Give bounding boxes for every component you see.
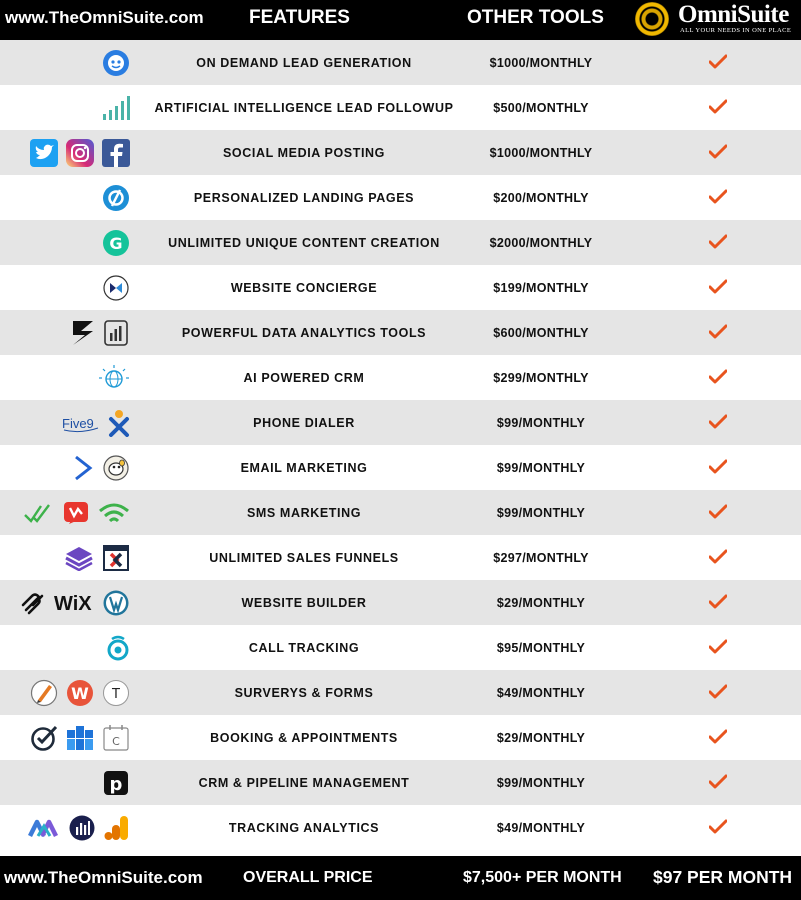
table-row xyxy=(0,85,801,130)
feature-name: SMS MARKETING xyxy=(246,505,362,520)
footer-bar xyxy=(0,856,801,900)
checkmark-icon xyxy=(709,279,727,295)
other-tools-price: $600/MONTHLY xyxy=(493,325,589,340)
other-tools-price: $299/MONTHLY xyxy=(493,370,589,385)
squarespace-icon xyxy=(20,591,46,615)
svg-text:p: p xyxy=(109,773,123,795)
feature-name: UNLIMITED UNIQUE CONTENT CREATION xyxy=(168,235,440,250)
omnisuite-logo-icon xyxy=(635,2,669,36)
comparison-table xyxy=(0,40,801,850)
tool-icons xyxy=(30,130,130,175)
table-row xyxy=(0,580,801,625)
checkmark-icon xyxy=(709,234,727,250)
svg-text:T: T xyxy=(112,686,120,702)
feature-name: PHONE DIALER xyxy=(253,415,355,430)
feature-name: AI POWERED CRM xyxy=(243,370,365,385)
wix-icon xyxy=(54,591,94,615)
header-site-url[interactable]: www.TheOmniSuite.com xyxy=(5,8,204,27)
feature-name: TRACKING ANALYTICS xyxy=(228,820,380,835)
table-row xyxy=(0,220,801,265)
svg-text:WiX: WiX xyxy=(54,592,92,615)
checkmark-icon xyxy=(709,99,727,115)
other-tools-price: $29/MONTHLY xyxy=(496,595,586,610)
feature-name: UNLIMITED SALES FUNNELS xyxy=(209,550,399,565)
instagram-icon xyxy=(66,139,94,167)
table-row xyxy=(0,535,801,580)
table-row xyxy=(0,490,801,535)
tool-icons xyxy=(30,670,130,715)
other-tools-price: $99/MONTHLY xyxy=(496,460,586,475)
table-row xyxy=(0,805,801,850)
feature-name: POWERFUL DATA ANALYTICS TOOLS xyxy=(181,325,427,340)
table-row xyxy=(0,625,801,670)
layers-icon xyxy=(64,545,94,571)
booking-check-icon xyxy=(30,724,58,752)
tool-icons xyxy=(24,490,130,535)
other-tools-price: $297/MONTHLY xyxy=(493,550,589,565)
header-bar xyxy=(0,0,801,40)
other-tools-price: $99/MONTHLY xyxy=(496,415,586,430)
other-tools-column-header: OTHER TOOLS xyxy=(467,7,604,28)
feature-name: SOCIAL MEDIA POSTING xyxy=(222,145,385,160)
other-tools-price: $95/MONTHLY xyxy=(496,640,586,655)
other-tools-price: $99/MONTHLY xyxy=(496,505,586,520)
checkmark-icon xyxy=(709,369,727,385)
footer-site-url[interactable]: www.TheOmniSuite.com xyxy=(4,868,203,887)
table-row xyxy=(0,40,801,85)
other-tools-price: $1000/MONTHLY xyxy=(489,145,593,160)
double-check-icon xyxy=(24,501,54,525)
checkmark-icon xyxy=(709,774,727,790)
table-row xyxy=(0,130,801,175)
five9-icon xyxy=(62,413,100,433)
table-row xyxy=(0,265,801,310)
table-row xyxy=(0,715,801,760)
twitter-icon xyxy=(30,139,58,167)
other-tools-price: $49/MONTHLY xyxy=(496,685,586,700)
checkmark-icon xyxy=(709,639,727,655)
other-tools-price: $200/MONTHLY xyxy=(493,190,589,205)
checkmark-icon xyxy=(709,549,727,565)
table-row xyxy=(0,355,801,400)
tool-icons xyxy=(30,715,130,760)
send-arrow-icon xyxy=(74,455,94,481)
omnisuite-total: $97 PER MONTH xyxy=(653,867,793,887)
checkmark-icon xyxy=(709,324,727,340)
svg-text:C: C xyxy=(112,734,120,748)
other-tools-price: $199/MONTHLY xyxy=(493,280,589,295)
feature-name: ON DEMAND LEAD GENERATION xyxy=(196,55,412,70)
analytics-circle-icon xyxy=(68,814,96,842)
other-tools-price: $29/MONTHLY xyxy=(496,730,586,745)
feature-name: CRM & PIPELINE MANAGEMENT xyxy=(198,775,410,790)
mixpanel-icon xyxy=(28,816,60,840)
checkmark-icon xyxy=(709,144,727,160)
feature-name: PERSONALIZED LANDING PAGES xyxy=(193,190,415,205)
table-row xyxy=(0,310,801,355)
feature-name: ARTIFICIAL INTELLIGENCE LEAD FOLLOWUP xyxy=(154,100,454,115)
checkmark-icon xyxy=(709,459,727,475)
svg-text:Five9: Five9 xyxy=(62,415,94,431)
checkmark-icon xyxy=(709,819,727,835)
checkmark-icon xyxy=(709,729,727,745)
table-row xyxy=(0,670,801,715)
other-tools-total: $7,500+ PER MONTH xyxy=(463,869,622,886)
feature-name: WEBSITE BUILDER xyxy=(241,595,367,610)
checkmark-icon xyxy=(709,594,727,610)
feature-name: SURVERYS & FORMS xyxy=(234,685,374,700)
survey-pen-icon xyxy=(30,679,58,707)
table-row xyxy=(0,400,801,445)
feature-name: CALL TRACKING xyxy=(248,640,360,655)
other-tools-price: $1000/MONTHLY xyxy=(489,55,593,70)
tool-icons xyxy=(28,805,130,850)
analytics-bolt-icon xyxy=(72,319,94,347)
checkmark-icon xyxy=(709,504,727,520)
checkmark-icon xyxy=(709,54,727,70)
checkmark-icon xyxy=(709,189,727,205)
features-column-header: FEATURES xyxy=(249,7,350,28)
overall-price-label: OVERALL PRICE xyxy=(243,869,373,886)
other-tools-price: $49/MONTHLY xyxy=(496,820,586,835)
table-row xyxy=(0,445,801,490)
feature-name: WEBSITE CONCIERGE xyxy=(230,280,378,295)
other-tools-price: $2000/MONTHLY xyxy=(489,235,593,250)
brand-tagline: ALL YOUR NEEDS IN ONE PLACE xyxy=(680,27,792,34)
checkmark-icon xyxy=(709,414,727,430)
wufoo-icon xyxy=(66,679,94,707)
table-row xyxy=(0,175,801,220)
sms-chat-icon xyxy=(62,499,90,527)
svg-text:G: G xyxy=(109,233,123,253)
tool-icons xyxy=(20,580,130,625)
calendar-grid-icon xyxy=(66,724,94,752)
feature-name: BOOKING & APPOINTMENTS xyxy=(210,730,398,745)
svg-text:W: W xyxy=(71,683,89,703)
other-tools-price: $500/MONTHLY xyxy=(493,100,589,115)
brand-name: OmniSuite xyxy=(678,1,789,28)
other-tools-price: $99/MONTHLY xyxy=(496,775,586,790)
checkmark-icon xyxy=(709,684,727,700)
table-row xyxy=(0,760,801,805)
feature-name: EMAIL MARKETING xyxy=(240,460,368,475)
